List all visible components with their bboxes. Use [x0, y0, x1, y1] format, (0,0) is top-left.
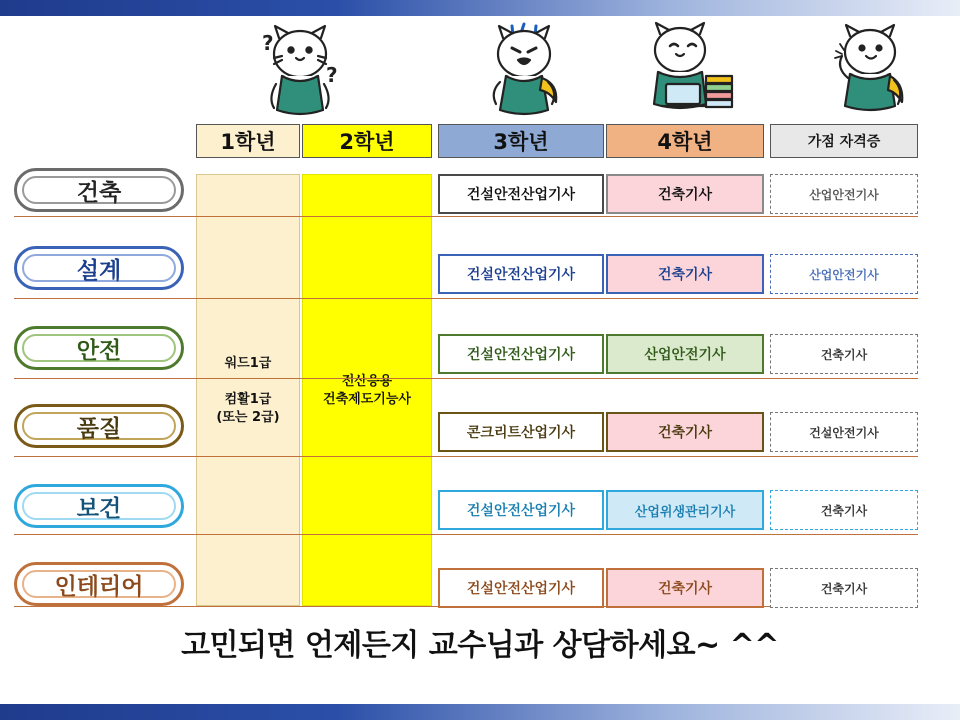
cert-box-4-year4[interactable]: 산업위생관리기사	[606, 490, 764, 530]
mascot-studying	[640, 20, 732, 118]
header-year-3: 3학년	[438, 124, 604, 158]
row-separator	[14, 216, 918, 217]
track-label-3: 품질	[76, 415, 122, 442]
track-label-1: 설계	[76, 257, 122, 284]
cert-box-5-year3[interactable]: 건설안전산업기사	[438, 568, 604, 608]
mascot-row	[0, 20, 960, 120]
year1-cert-line-3: (또는 2급)	[216, 410, 280, 425]
bonus-box-5[interactable]: 건축기사	[770, 568, 918, 608]
bonus-box-2[interactable]: 건축기사	[770, 334, 918, 374]
track-label-2: 안전	[76, 337, 122, 364]
cert-box-5-year4[interactable]: 건축기사	[606, 568, 764, 608]
header-bonus-cert: 가점 자격증	[770, 124, 918, 158]
bonus-box-0[interactable]: 산업안전기사	[770, 174, 918, 214]
decorative-bottom-bar	[0, 704, 960, 720]
cert-box-2-year4[interactable]: 산업안전기사	[606, 334, 764, 374]
year2-cert-line-1: 전산응용	[341, 374, 393, 389]
track-label-4: 보건	[76, 495, 122, 522]
cert-box-1-year3[interactable]: 건설안전산업기사	[438, 254, 604, 294]
cert-box-2-year3[interactable]: 건설안전산업기사	[438, 334, 604, 374]
track-pill-3[interactable]	[14, 404, 184, 448]
mascot-thinking	[252, 20, 344, 118]
cert-box-3-year4[interactable]: 건축기사	[606, 412, 764, 452]
row-separator	[14, 456, 918, 457]
svg-text:?: ?	[262, 31, 274, 55]
header-year-4: 4학년	[606, 124, 764, 158]
year2-cert-line-2: 건축제도기능사	[323, 392, 411, 407]
track-pill-1[interactable]	[14, 246, 184, 290]
cert-box-0-year4[interactable]: 건축기사	[606, 174, 764, 214]
bonus-box-1[interactable]: 산업안전기사	[770, 254, 918, 294]
bonus-box-4[interactable]: 건축기사	[770, 490, 918, 530]
header-year-2: 2학년	[302, 124, 432, 158]
svg-text:?: ?	[326, 63, 338, 87]
curriculum-diagram	[0, 16, 960, 704]
decorative-top-bar	[0, 0, 960, 16]
year1-cert-line-2: 컴활1급	[224, 392, 272, 407]
row-separator	[14, 534, 918, 535]
cert-box-0-year3[interactable]: 건설안전산업기사	[438, 174, 604, 214]
header-year-1: 1학년	[196, 124, 300, 158]
year1-cert-line-1: 워드1급	[224, 356, 272, 371]
cert-box-3-year3[interactable]: 콘크리트산업기사	[438, 412, 604, 452]
mascot-cheering	[478, 20, 570, 118]
cert-box-1-year4[interactable]: 건축기사	[606, 254, 764, 294]
track-pill-4[interactable]	[14, 484, 184, 528]
track-label-0: 건축	[76, 179, 122, 206]
row-separator	[14, 298, 918, 299]
mascot-graduating	[826, 20, 918, 118]
track-label-5: 인테리어	[54, 573, 144, 600]
track-pill-0[interactable]	[14, 168, 184, 212]
footer-caption: 고민되면 언제든지 교수님과 상담하세요~ ^^	[181, 628, 779, 663]
row-separator	[14, 378, 918, 379]
bonus-box-3[interactable]: 건설안전기사	[770, 412, 918, 452]
track-pill-2[interactable]	[14, 326, 184, 370]
cert-box-4-year3[interactable]: 건설안전산업기사	[438, 490, 604, 530]
track-pill-5[interactable]	[14, 562, 184, 606]
